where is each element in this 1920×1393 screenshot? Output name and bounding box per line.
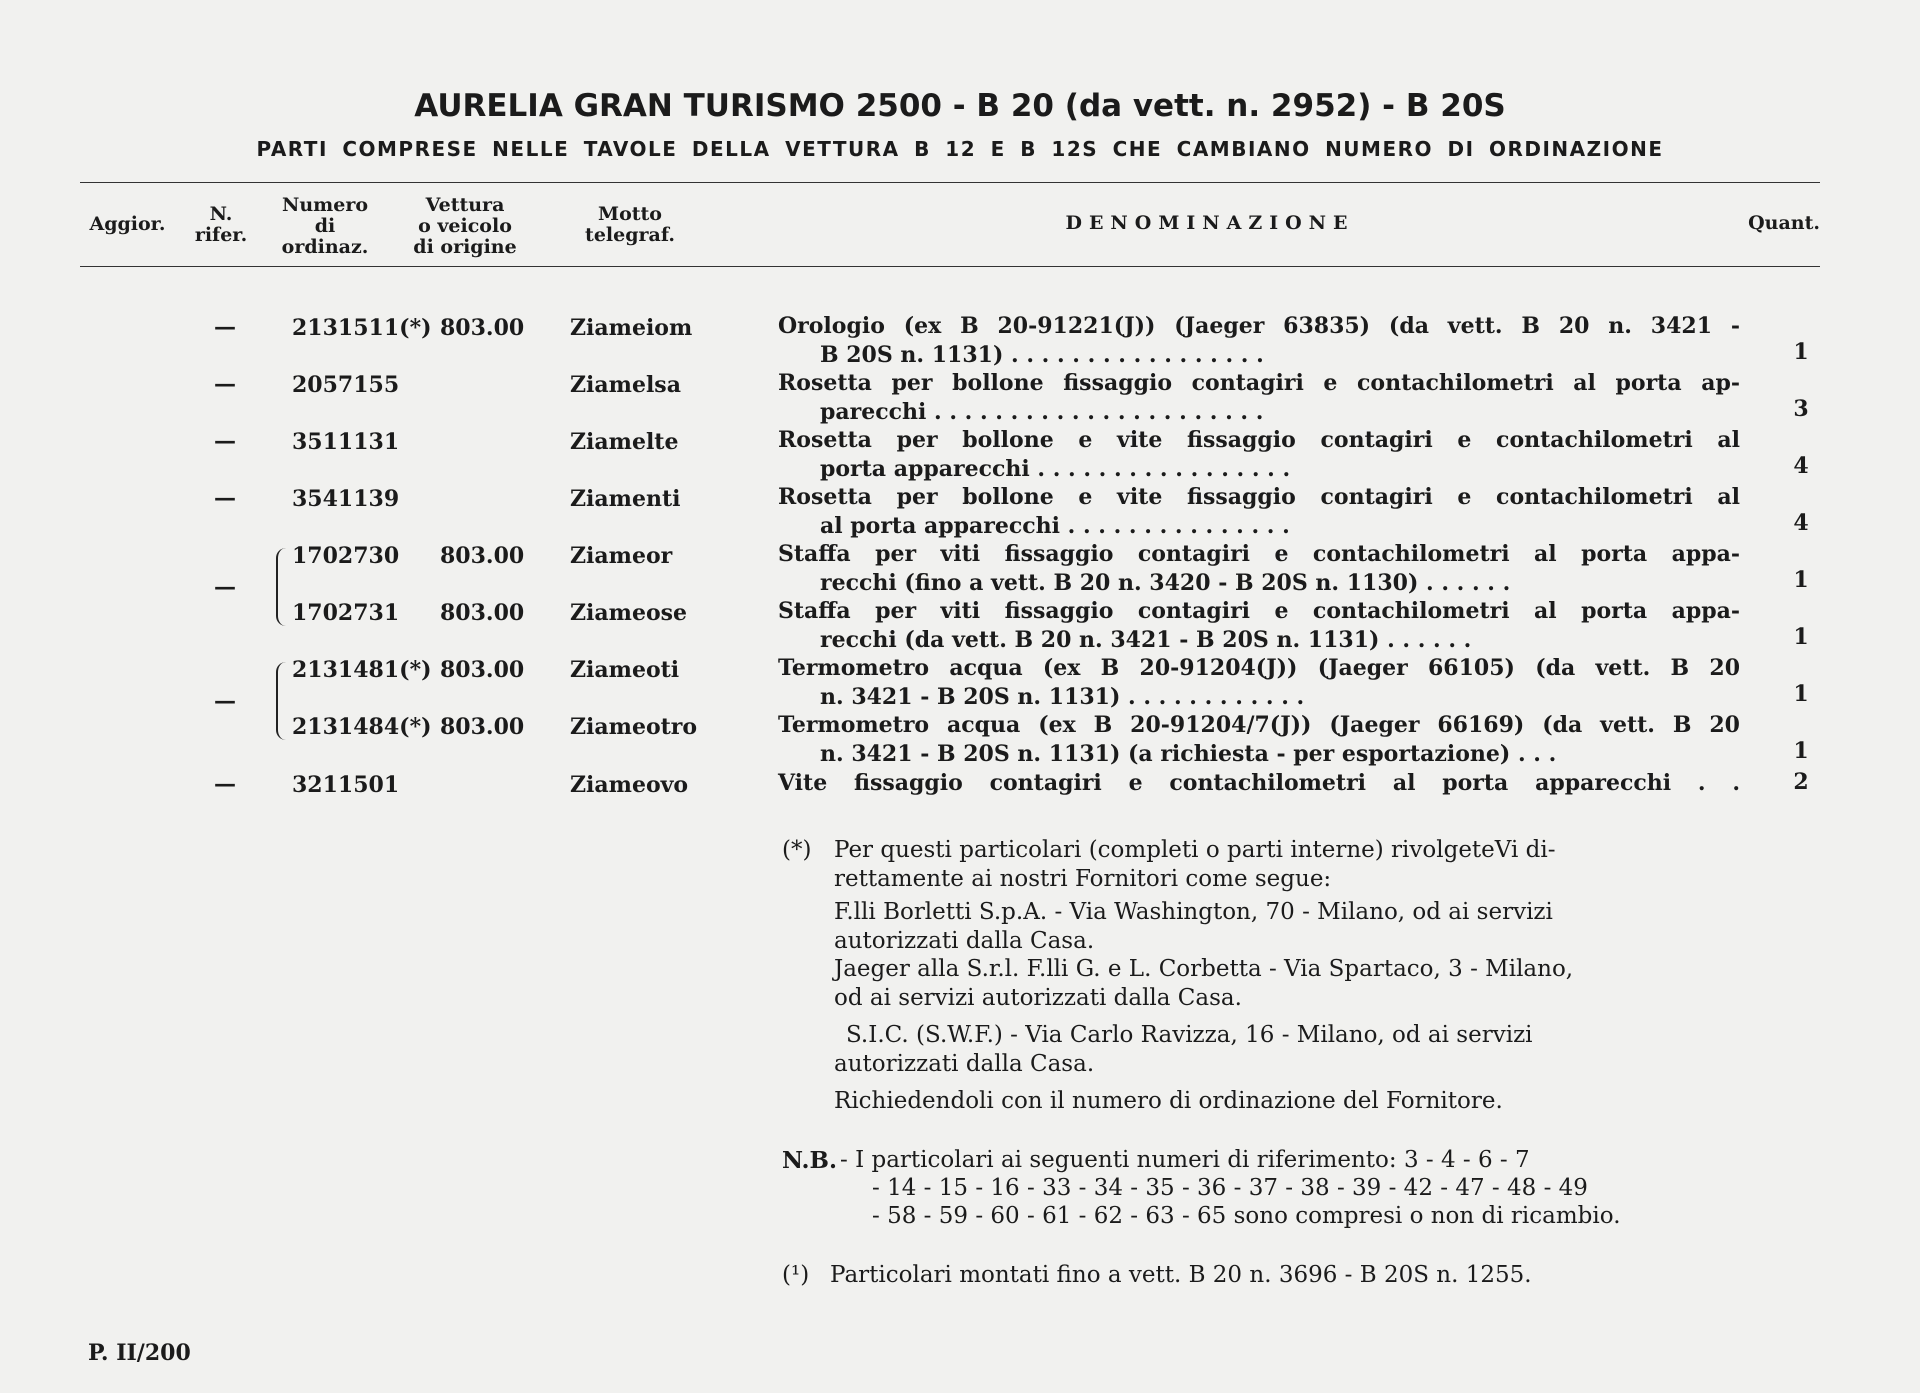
col-vettura-line3: di origine <box>413 236 517 258</box>
col-numero-line3: ordinaz. <box>281 236 369 258</box>
page-number: P. II/200 <box>88 1340 191 1366</box>
col-vettura <box>400 195 530 258</box>
col-vettura-line2: o veicolo <box>418 215 512 237</box>
group-dash: — <box>214 574 236 600</box>
footnote-marker: (¹) <box>782 1262 810 1288</box>
col-quant: Quant. <box>1748 212 1820 234</box>
row-quantity: 3 <box>1793 396 1809 422</box>
col-motto-line2: telegraf. <box>585 224 675 246</box>
row-aggior: — <box>214 314 236 340</box>
row-description <box>778 769 1740 798</box>
row-motto: Ziameiom <box>570 315 693 341</box>
row-numero: 2131484(*) <box>292 714 432 740</box>
asterisk-note-line2: rettamente ai nostri Fornitori come segue: <box>834 866 1332 892</box>
nb-marker: N.B. <box>782 1147 838 1174</box>
row-description-line1: Rosetta per bollone fissaggio contagiri e contachilometri al porta ap- <box>778 370 1740 396</box>
jaeger-line2: od ai servizi autorizzati dalla Casa. <box>834 985 1242 1011</box>
row-description-line2: B 20S n. 1131) . . . . . . . . . . . . . . . . . <box>820 342 1264 368</box>
row-quantity: 2 <box>1793 769 1809 795</box>
col-numero-line2: di <box>314 215 336 237</box>
row-description-line1: Rosetta per bollone e vite fissaggio contagiri e contachilometri al <box>778 484 1740 510</box>
row-description <box>778 597 1740 655</box>
row-motto: Ziamelte <box>570 429 679 455</box>
col-numero <box>270 195 380 258</box>
row-vettura: 803.00 <box>440 600 525 626</box>
row-motto: Ziameose <box>570 600 688 626</box>
row-description-line2: al porta apparecchi . . . . . . . . . . . . . . . <box>820 513 1290 539</box>
row-quantity: 1 <box>1793 624 1809 650</box>
header-top-rule <box>80 182 1820 183</box>
row-description-line1: Termometro acqua (ex B 20-91204(J)) (Jaeger 66105) (da vett. B 20 <box>778 655 1740 681</box>
sic-line1: S.I.C. (S.W.F.) - Via Carlo Ravizza, 16 - Milano, od ai servizi <box>846 1022 1533 1048</box>
col-denominazione: DENOMINAZIONE <box>1065 212 1355 234</box>
row-aggior: — <box>214 485 236 511</box>
row-description-line1: Rosetta per bollone e vite fissaggio contagiri e contachilometri al <box>778 427 1740 453</box>
row-numero: 3211501 <box>292 772 400 798</box>
row-description <box>778 540 1740 598</box>
row-numero: 1702730 <box>292 543 400 569</box>
row-motto: Ziamelsa <box>570 372 681 398</box>
footnote-text: Particolari montati fino a vett. B 20 n. 3696 - B 20S n. 1255. <box>830 1262 1532 1288</box>
row-description-line1: Staffa per viti fissaggio contagiri e contachilometri al porta appa- <box>778 541 1740 567</box>
borletti-line1: F.lli Borletti S.p.A. - Via Washington, 70 - Milano, od ai servizi <box>834 899 1553 925</box>
row-quantity: 1 <box>1793 339 1809 365</box>
row-numero: 1702731 <box>292 600 400 626</box>
row-vettura: 803.00 <box>440 714 525 740</box>
header-bottom-rule <box>80 266 1820 267</box>
row-vettura: 803.00 <box>440 543 525 569</box>
row-numero: 2057155 <box>292 372 400 398</box>
row-numero: 2131481(*) <box>292 657 432 683</box>
row-description <box>778 369 1740 427</box>
row-description-line2: parecchi . . . . . . . . . . . . . . . . . . . . . . <box>820 399 1264 425</box>
row-motto: Ziameoti <box>570 657 680 683</box>
row-description-line2: recchi (da vett. B 20 n. 3421 - B 20S n. 1131) . . . . . . <box>820 627 1472 653</box>
group-dash: — <box>214 688 236 714</box>
jaeger-line1: Jaeger alla S.r.l. F.lli G. e L. Corbetta - Via Spartaco, 3 - Milano, <box>834 956 1574 982</box>
nb-line1: - I particolari ai seguenti numeri di riferimento: 3 - 4 - 6 - 7 <box>840 1147 1530 1173</box>
row-description <box>778 426 1740 484</box>
row-description-line1: Staffa per viti fissaggio contagiri e contachilometri al porta appa- <box>778 598 1740 624</box>
row-quantity: 4 <box>1793 453 1809 479</box>
row-description-line1: Vite fissaggio contagiri e contachilometri al porta apparecchi . . <box>778 770 1740 796</box>
col-vettura-line1: Vettura <box>425 194 505 216</box>
row-quantity: 1 <box>1793 738 1809 764</box>
row-description-line1: Termometro acqua (ex B 20-91204/7(J)) (Jaeger 66169) (da vett. B 20 <box>778 712 1740 738</box>
col-nrif-line1: N. <box>209 203 233 225</box>
col-motto-line1: Motto <box>598 203 662 225</box>
asterisk-note-line1: Per questi particolari (completi o parti interne) rivolgeteVi di- <box>834 837 1556 863</box>
row-description <box>778 483 1740 541</box>
col-motto <box>570 204 690 246</box>
nb-line2: - 14 - 15 - 16 - 33 - 34 - 35 - 36 - 37 - 38 - 39 - 42 - 47 - 48 - 49 <box>872 1175 1588 1201</box>
row-description-line2: n. 3421 - B 20S n. 1131) (a richiesta - per esportazione) . . . <box>820 741 1557 767</box>
row-numero: 3511131 <box>292 429 400 455</box>
row-quantity: 4 <box>1793 510 1809 536</box>
sic-line2: autorizzati dalla Casa. <box>834 1051 1095 1077</box>
row-motto: Ziamenti <box>570 486 681 512</box>
borletti-line2: autorizzati dalla Casa. <box>834 928 1095 954</box>
row-aggior: — <box>214 771 236 797</box>
row-motto: Ziameovo <box>570 772 689 798</box>
row-numero: 2131511(*) <box>292 315 432 341</box>
row-vettura: 803.00 <box>440 657 525 683</box>
row-quantity: 1 <box>1793 567 1809 593</box>
row-motto: Ziameotro <box>570 714 698 740</box>
row-description <box>778 711 1740 769</box>
row-description <box>778 312 1740 370</box>
nb-line3: - 58 - 59 - 60 - 61 - 62 - 63 - 65 sono compresi o non di ricambio. <box>872 1203 1621 1229</box>
row-description-line1: Orologio (ex B 20-91221(J)) (Jaeger 63835) (da vett. B 20 n. 3421 - <box>778 313 1740 339</box>
row-vettura: 803.00 <box>440 315 525 341</box>
col-nrif-line2: rifer. <box>194 224 248 246</box>
row-quantity: 1 <box>1793 681 1809 707</box>
page-title: AURELIA GRAN TURISMO 2500 - B 20 (da vett. n. 2952) - B 20S <box>414 88 1506 124</box>
col-aggior: Aggior. <box>89 213 166 235</box>
col-nrif <box>186 204 256 246</box>
row-description-line2: recchi (fino a vett. B 20 n. 3420 - B 20S n. 1130) . . . . . . <box>820 570 1511 596</box>
row-description-line2: porta apparecchi . . . . . . . . . . . . . . . . . <box>820 456 1291 482</box>
row-aggior: — <box>214 428 236 454</box>
row-description <box>778 654 1740 712</box>
richiedendoli-line: Richiedendoli con il numero di ordinazione del Fornitore. <box>834 1088 1503 1114</box>
col-numero-line1: Numero <box>281 194 369 216</box>
row-aggior: — <box>214 371 236 397</box>
row-motto: Ziameor <box>570 543 673 569</box>
row-description-line2: n. 3421 - B 20S n. 1131) . . . . . . . . . . . . <box>820 684 1305 710</box>
asterisk-marker: (*) <box>782 837 812 863</box>
group-brace <box>276 662 290 740</box>
row-numero: 3541139 <box>292 486 400 512</box>
group-brace <box>276 548 290 626</box>
page-subtitle: PARTI COMPRESE NELLE TAVOLE DELLA VETTURA B 12 E B 12S CHE CAMBIANO NUMERO DI ORDINAZIONE <box>256 137 1664 161</box>
